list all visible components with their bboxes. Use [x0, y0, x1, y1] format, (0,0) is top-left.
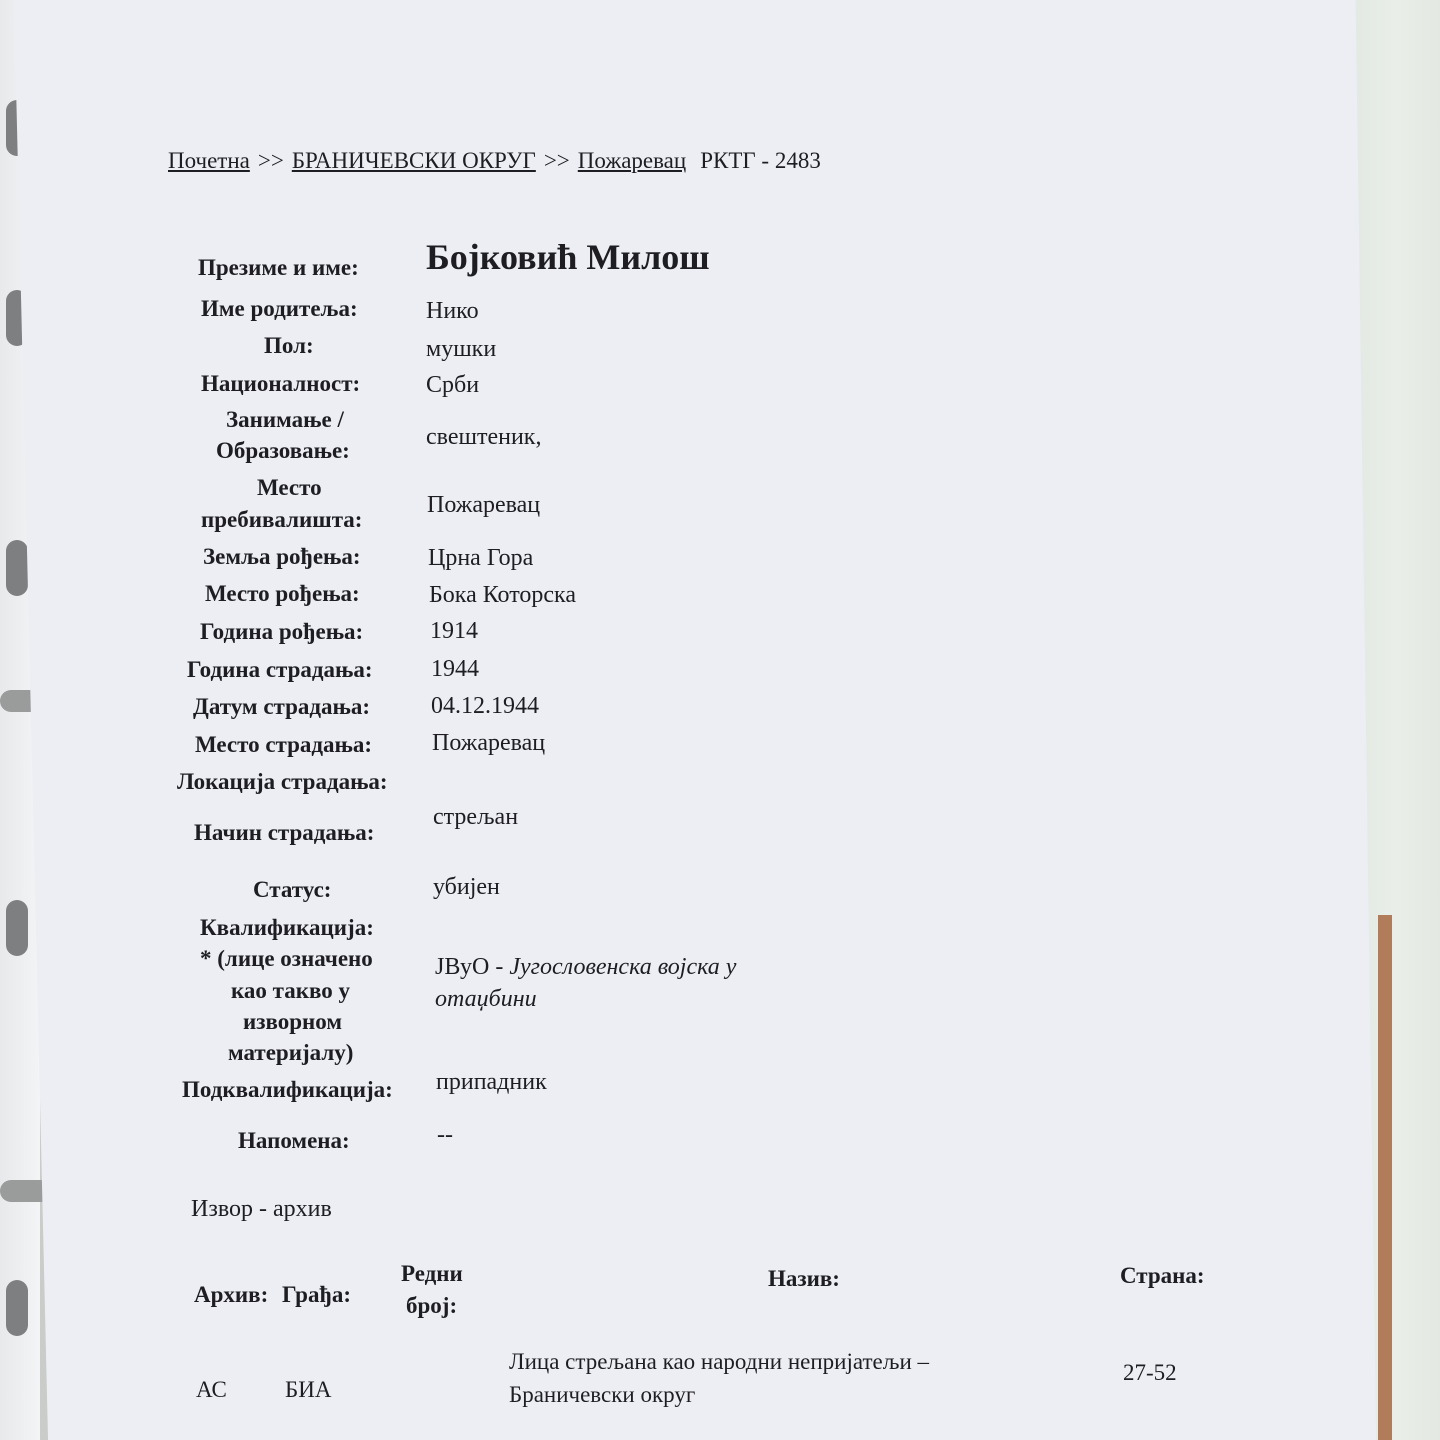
- field-label-qualification-note: материјалу): [228, 1040, 354, 1065]
- field-label-residence-2: пребивалишта:: [201, 507, 363, 532]
- field-label-death-year: Година страдања:: [187, 657, 373, 682]
- field-value-death-year: 1944: [431, 656, 479, 682]
- field-label-note: Напомена:: [238, 1128, 350, 1153]
- field-label-residence: Место: [257, 475, 322, 500]
- table-header-archive: Архив:: [194, 1282, 269, 1307]
- field-value-birth-place: Бока Которска: [429, 582, 576, 608]
- field-label-birth-year: Година рођења:: [200, 619, 364, 644]
- field-label-qualification: Квалификација:: [200, 915, 374, 940]
- field-label-nationality: Националност:: [201, 371, 361, 396]
- breadcrumb-district-link[interactable]: БРАНИЧЕВСКИ ОКРУГ: [291, 148, 536, 173]
- table-header-ordinal: Редни: [401, 1261, 463, 1286]
- breadcrumb-separator: >>: [543, 148, 570, 173]
- breadcrumb-city-link[interactable]: Пожаревац: [577, 148, 687, 173]
- field-label-birth-country: Земља рођења:: [203, 544, 361, 569]
- qualification-full-name: Југословенска војска у: [509, 954, 737, 980]
- field-label-subqualification: Подквалификација:: [182, 1077, 393, 1102]
- field-label-death-date: Датум страдања:: [193, 694, 371, 719]
- field-value-birth-country: Црна Гора: [428, 545, 534, 571]
- table-cell-archive: АС: [196, 1377, 227, 1402]
- field-value-death-date: 04.12.1944: [431, 693, 539, 719]
- table-cell-title-2: Браничевски округ: [509, 1382, 696, 1407]
- breadcrumb-home-link[interactable]: Почетна: [168, 148, 250, 173]
- table-cell-material: БИА: [285, 1377, 332, 1402]
- breadcrumb-separator: >>: [257, 148, 284, 173]
- field-value-status: убијен: [433, 874, 500, 900]
- field-label-parent: Име родитеља:: [201, 296, 358, 321]
- table-cell-title: Лица стрељана као народни непријатељи –: [509, 1349, 930, 1374]
- field-value-qualification: [435, 952, 736, 983]
- table-header-page: Страна:: [1120, 1263, 1205, 1288]
- field-value-death-place: Пожаревац: [432, 730, 546, 756]
- field-value-occupation: свештеник,: [426, 424, 542, 450]
- field-value-note: --: [437, 1122, 453, 1148]
- field-label-education: Образовање:: [216, 438, 350, 463]
- field-value-death-manner: стрељан: [433, 804, 519, 830]
- field-label-birth-place: Место рођења:: [205, 581, 360, 606]
- field-value-name: Бојковић Милош: [426, 237, 710, 277]
- field-label-sex: Пол:: [264, 333, 314, 358]
- field-value-subqualification: припадник: [436, 1069, 547, 1095]
- field-value-parent: Нико: [426, 298, 479, 324]
- table-header-ordinal-2: број:: [406, 1293, 458, 1318]
- field-label-qualification-note: као такво у: [231, 978, 350, 1003]
- field-label-death-place: Место страдања:: [195, 732, 373, 757]
- field-value-sex: мушки: [426, 336, 497, 362]
- field-label-occupation: Занимање /: [226, 407, 344, 432]
- source-label: Извор - архив: [191, 1196, 332, 1222]
- field-value-residence: Пожаревац: [427, 492, 541, 518]
- table-cell-page: 27-52: [1123, 1360, 1177, 1385]
- field-label-death-manner: Начин страдања:: [194, 820, 375, 845]
- field-value-nationality: Срби: [426, 372, 480, 398]
- breadcrumb: [168, 148, 821, 174]
- table-header-material: Грађа:: [282, 1282, 351, 1307]
- qualification-abbreviation: ЈВуО -: [435, 954, 510, 980]
- table-header-title: Назив:: [768, 1266, 840, 1291]
- record-id: РКТГ - 2483: [700, 148, 821, 173]
- field-value-birth-year: 1914: [430, 618, 478, 644]
- field-value-qualification-line2: отаџбини: [435, 986, 537, 1012]
- field-label-status: Статус:: [253, 877, 332, 902]
- field-label-qualification-note: изворном: [243, 1009, 343, 1034]
- field-label-name: Презиме и име:: [198, 255, 359, 280]
- field-label-qualification-note: * (лице означено: [200, 946, 373, 971]
- field-label-death-location: Локација страдања:: [177, 769, 388, 794]
